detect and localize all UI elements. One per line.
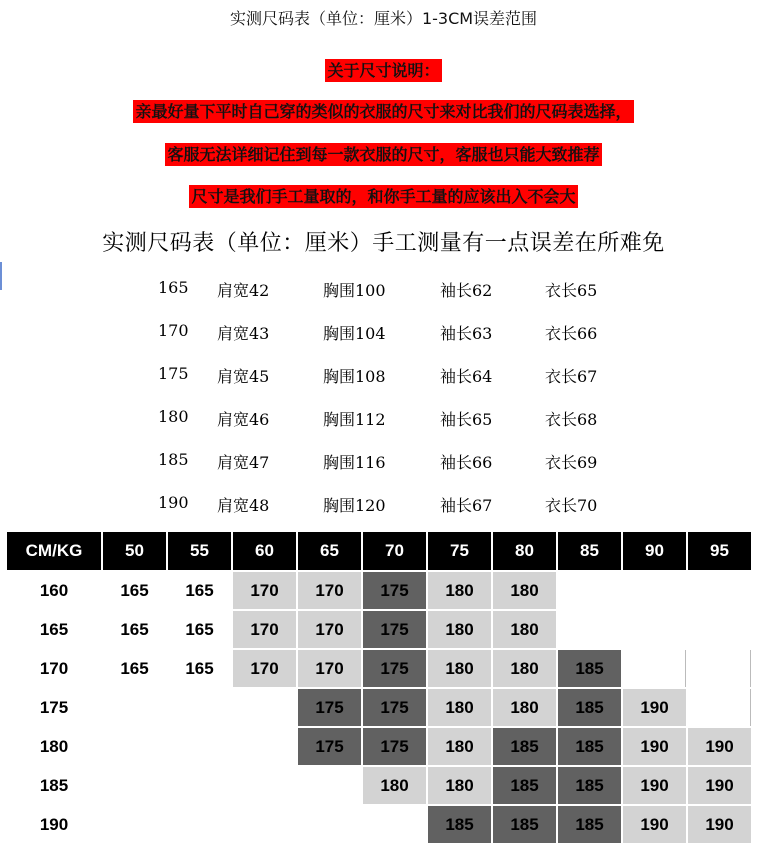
weight-header: 80 [493,532,556,570]
shoulder-cell: 肩宽45 [217,367,270,386]
size-recommendation-grid [5,530,753,845]
size-recommendation-cell: 175 [363,572,426,609]
sleeve-cell: 袖长63 [440,324,493,343]
grid-corner-label: CM/KG [7,532,101,570]
shoulder-cell: 肩宽43 [217,324,270,343]
size-recommendation-cell: 180 [493,650,556,687]
size-recommendation-cell [363,806,426,843]
grid-row [7,650,751,687]
size-recommendation-cell: 190 [688,767,751,804]
length-cell: 衣长67 [545,367,598,386]
grid-row [7,572,751,609]
grid-row [7,806,751,843]
size-recommendation-cell [233,728,296,765]
sleeve-cell: 袖长62 [440,281,493,300]
size-cell: 190 [158,493,189,512]
size-recommendation-cell: 190 [688,728,751,765]
size-recommendation-cell: 185 [558,728,621,765]
size-recommendation-cell: 170 [233,650,296,687]
size-recommendation-cell [233,689,296,726]
size-recommendation-cell: 190 [623,689,686,726]
chest-cell: 胸围112 [323,410,386,429]
size-recommendation-cell: 185 [428,806,491,843]
size-recommendation-cell: 185 [558,767,621,804]
size-recommendation-cell: 180 [363,767,426,804]
size-recommendation-cell: 175 [363,650,426,687]
size-cell: 180 [158,407,189,426]
size-recommendation-cell [233,806,296,843]
size-recommendation-cell [558,611,621,648]
height-label: 170 [7,650,101,687]
grid-row [7,611,751,648]
size-recommendation-cell: 170 [298,650,361,687]
size-recommendation-cell: 190 [623,806,686,843]
size-recommendation-cell: 180 [493,572,556,609]
weight-header: 90 [623,532,686,570]
sleeve-cell: 袖长66 [440,453,493,472]
size-recommendation-cell: 170 [298,572,361,609]
shoulder-cell: 肩宽48 [217,496,270,515]
size-recommendation-cell [688,572,751,609]
height-label: 175 [7,689,101,726]
note-line-1: 亲最好量下平时自己穿的类似的衣服的尺寸来对比我们的尺码表选择， [135,102,632,121]
chest-cell: 胸围108 [323,367,386,386]
sleeve-cell: 袖长64 [440,367,493,386]
size-recommendation-cell [688,689,751,726]
shoulder-cell: 肩宽47 [217,453,270,472]
grid-header-row [7,532,751,570]
size-recommendation-cell [688,650,751,687]
size-recommendation-cell: 180 [493,689,556,726]
note-line-3: 尺寸是我们手工量取的，和你手工量的应该出入不会大 [191,187,576,206]
size-recommendation-cell: 165 [103,650,166,687]
size-recommendation-cell: 185 [558,689,621,726]
sleeve-cell: 袖长65 [440,410,493,429]
size-recommendation-cell: 185 [558,806,621,843]
size-recommendation-cell: 180 [428,611,491,648]
height-label: 190 [7,806,101,843]
size-cell: 175 [158,364,189,383]
shoulder-cell: 肩宽46 [217,410,270,429]
size-recommendation-cell: 190 [623,767,686,804]
size-recommendation-cell: 180 [493,611,556,648]
size-recommendation-cell: 175 [363,689,426,726]
length-cell: 衣长65 [545,281,598,300]
size-recommendation-cell: 165 [103,611,166,648]
size-recommendation-cell: 180 [428,728,491,765]
size-recommendation-cell: 165 [168,650,231,687]
size-recommendation-cell: 170 [233,611,296,648]
length-cell: 衣长66 [545,324,598,343]
size-recommendation-cell: 170 [298,611,361,648]
height-label: 165 [7,611,101,648]
size-cell: 165 [158,278,189,297]
size-recommendation-cell [168,689,231,726]
weight-header: 50 [103,532,166,570]
size-recommendation-cell: 175 [298,689,361,726]
size-recommendation-cell: 180 [428,767,491,804]
size-recommendation-cell: 170 [233,572,296,609]
size-recommendation-cell [298,767,361,804]
size-cell: 170 [158,321,189,340]
size-recommendation-cell: 165 [168,572,231,609]
length-cell: 衣长69 [545,453,598,472]
size-recommendation-cell [168,728,231,765]
weight-header: 95 [688,532,751,570]
weight-header: 55 [168,532,231,570]
size-recommendation-cell [103,689,166,726]
size-recommendation-cell [103,767,166,804]
size-recommendation-cell [168,767,231,804]
size-recommendation-cell: 165 [168,611,231,648]
weight-header: 75 [428,532,491,570]
weight-header: 60 [233,532,296,570]
size-recommendation-cell: 185 [493,728,556,765]
size-recommendation-cell [688,611,751,648]
size-recommendation-cell [623,572,686,609]
height-label: 160 [7,572,101,609]
size-recommendation-cell [168,806,231,843]
size-recommendation-cell: 185 [493,767,556,804]
size-recommendation-cell [103,728,166,765]
grid-row [7,767,751,804]
weight-header: 85 [558,532,621,570]
size-recommendation-cell: 180 [428,572,491,609]
notes-heading: 关于尺寸说明： [327,61,440,80]
size-recommendation-cell: 185 [558,650,621,687]
size-recommendation-cell: 190 [688,806,751,843]
size-table-title: 实测尺码表（单位：厘米）手工测量有一点误差在所难免 [102,231,665,256]
chest-cell: 胸围120 [323,496,386,515]
size-recommendation-cell [298,806,361,843]
chest-cell: 胸围100 [323,281,386,300]
length-cell: 衣长70 [545,496,598,515]
size-recommendation-cell: 180 [428,650,491,687]
weight-header: 65 [298,532,361,570]
height-label: 185 [7,767,101,804]
grid-row [7,689,751,726]
size-recommendation-cell: 175 [298,728,361,765]
grid-row [7,728,751,765]
size-recommendation-cell [623,611,686,648]
size-recommendation-cell [623,650,686,687]
size-recommendation-cell: 185 [493,806,556,843]
note-line-2: 客服无法详细记住到每一款衣服的尺寸，客服也只能大致推荐 [167,145,600,164]
weight-header: 70 [363,532,426,570]
size-cell: 185 [158,450,189,469]
size-recommendation-cell: 165 [103,572,166,609]
size-recommendation-cell: 190 [623,728,686,765]
size-recommendation-cell [233,767,296,804]
size-recommendation-cell: 175 [363,728,426,765]
chest-cell: 胸围116 [323,453,386,472]
size-recommendation-cell: 175 [363,611,426,648]
chest-cell: 胸围104 [323,324,386,343]
height-label: 180 [7,728,101,765]
edge-marker [0,262,2,290]
shoulder-cell: 肩宽42 [217,281,270,300]
page-header-title: 实测尺码表（单位：厘米）1-3CM误差范围 [229,9,538,28]
size-recommendation-cell [103,806,166,843]
size-recommendation-cell: 180 [428,689,491,726]
size-recommendation-cell [558,572,621,609]
length-cell: 衣长68 [545,410,598,429]
sleeve-cell: 袖长67 [440,496,493,515]
